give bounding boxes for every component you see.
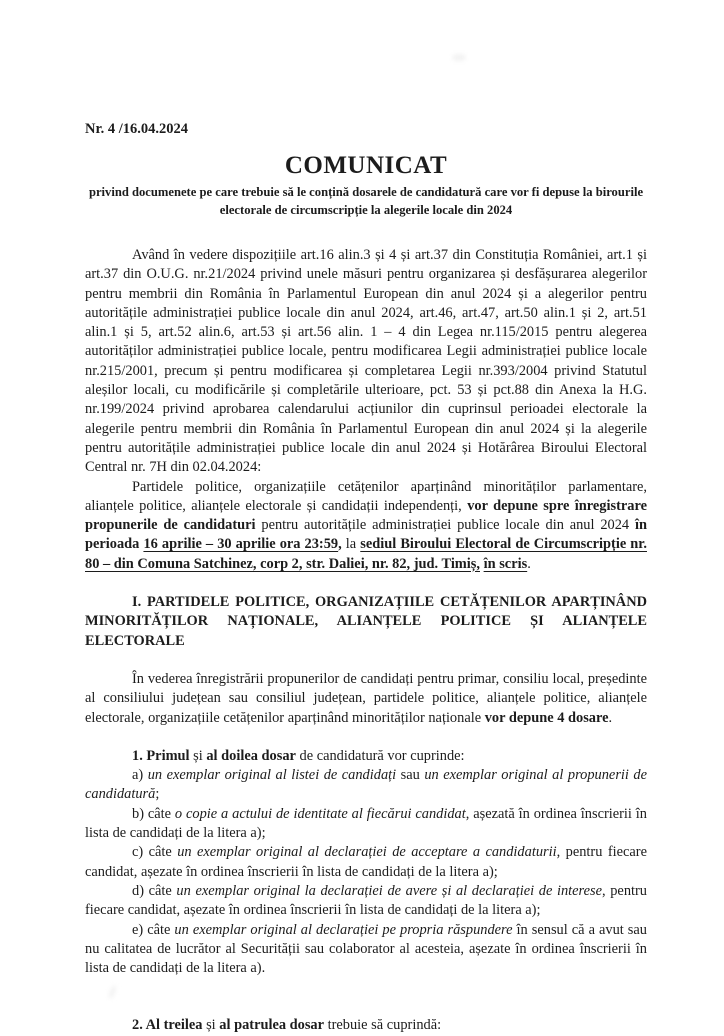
- text-run: ,: [338, 536, 342, 553]
- text-run: al patrulea dosar: [219, 1017, 325, 1034]
- text-run: în scris: [483, 555, 528, 572]
- scan-artifact: [452, 54, 466, 61]
- text-run: b) câte: [132, 805, 175, 822]
- paragraph: [85, 843, 647, 882]
- paragraph: [85, 882, 647, 921]
- reference-number: Nr. 4 /16.04.2024: [85, 121, 188, 137]
- text-run: un exemplar original al listei de candidați: [147, 767, 397, 784]
- text-run: și: [189, 747, 207, 764]
- text-run: .: [527, 555, 531, 572]
- text-run: 2. Al treilea: [132, 1017, 203, 1034]
- text-run: a): [132, 767, 148, 784]
- text-run: în perioada: [85, 517, 647, 553]
- text-run: sau: [396, 767, 425, 784]
- text-run: un exemplar original al declarației pe propria răspundere: [174, 921, 513, 938]
- text-run: trebuie să cuprindă:: [324, 1017, 442, 1034]
- paragraph: [85, 478, 647, 574]
- paragraph: [85, 805, 647, 844]
- document-title: COMUNICAT: [284, 152, 448, 179]
- text-run: În vederea înregistrării propunerilor de candidați pentru primar, consiliu local, președinte al consiliului județean sau consiliul județean, partidele politice, alianțele politice, alianțele electorale, organizațiile cetățenilor aparținând minorităților naționale: [85, 670, 647, 726]
- paragraph: [85, 766, 647, 805]
- paragraph: [85, 921, 647, 979]
- paragraph: [85, 747, 647, 766]
- text-run: d) câte: [132, 882, 177, 899]
- text-run: un exemplar original al propunerii de candidatură: [85, 767, 647, 803]
- text-run: în sensul că a avut sau nu calitatea de lucrător al Securității sau colaborator al acesteia, așezate în ordinea înscrierii în lista de candidați de la litera a).: [85, 921, 647, 977]
- text-run: pentru autoritățile administrației publice locale din anul 2024: [255, 517, 635, 534]
- text-run: și: [202, 1017, 220, 1034]
- text-run: e) câte: [132, 921, 175, 938]
- text-run: o copie a actului de identitate al fiecărui candidat: [174, 805, 466, 822]
- paragraph: [85, 670, 647, 728]
- text-run: I. PARTIDELE POLITICE, ORGANIZAȚIILE CETĂȚENILOR APARȚINÂND MINORITĂȚILOR NAȚIONALE, ALIANȚELE POLITICE ȘI ALIANȚELE ELECTORALE: [85, 594, 647, 649]
- text-run: al doilea dosar: [206, 747, 296, 764]
- text-run: la: [341, 536, 361, 553]
- paragraph: [85, 1016, 647, 1035]
- text-run: , așezată în ordinea înscrierii în lista de candidați de la litera a);: [85, 805, 647, 842]
- text-run: Având în vedere dispozițiile art.16 alin.3 și 4 și art.37 din Constituția României, art.1 și art.37 din O.U.G. nr.21/2024 privind unele măsuri pentru organizarea și desfășurarea alegerilor pentru membrii din România în Parlamentul European din anul 2024 și a alegerilor pentru autoritățile administrației publice locale din anul 2024, art.46, art.47, art.50 alin.1 și 2, art.51 alin.1 și 5, art.52 alin.6, art.53 și art.56 alin. 1 – 4 din Legea nr.115/2015 pentru alegerea autorităților administrației publice locale, pentru modificarea Legii administrației publice locale nr.215/2001, precum și pentru modificarea și completarea Legii nr.393/2004 privind Statutul aleșilor locali, cu modificările și completările ulterioare, pct. 53 și pct.88 din Anexa la H.G. nr.199/2024 privind aprobarea calendarului acțiunilor din cuprinsul perioadei electorale la alegerile pentru membrii din România în Parlamentul European din anul 2024 și la alegerile pentru autoritățile administrației publice locale din anul 2024 și Hotărârea Biroului Electoral Central nr. 7H din 02.04.2024:: [85, 247, 647, 476]
- text-run: 1. Primul: [132, 747, 190, 764]
- text-run: ;: [155, 786, 160, 803]
- text-run: , pentru fiecare candidat, așezate în ordinea înscrierii în lista de candidați de la litera a);: [85, 844, 647, 880]
- text-run: c) câte: [132, 844, 178, 861]
- text-run: .: [608, 709, 613, 726]
- text-run: vor depune spre înregistrare propunerile de candidaturi: [85, 497, 647, 534]
- section-heading: [85, 593, 647, 651]
- document-subtitle: privind documenete pe care trebuie să le conțină dosarele de candidatură care vor fi depuse la birourile electorale de circumscripție la alegerile locale din 2024: [88, 185, 644, 217]
- document-content: [85, 120, 647, 1036]
- text-run: un exemplar original al declarației de acceptare a candidaturii: [177, 844, 557, 861]
- text-run: un exemplar original la declarației de avere și al declarației de interese: [176, 882, 602, 899]
- document-body: [85, 246, 647, 1036]
- text-run: 16 aprilie – 30 aprilie ora 23:59: [143, 536, 339, 553]
- text-run: , pentru fiecare candidat, așezate în ordinea înscrierii în lista de candidați de la litera a);: [85, 882, 647, 919]
- paragraph: [85, 246, 647, 478]
- text-run: sediul Biroului Electoral de Circumscripție nr. 80 – din Comuna Satchinez, corp 2, str. Daliei, nr. 82, jud. Timiș,: [85, 536, 647, 572]
- text-run: de candidatură vor cuprinde:: [295, 747, 465, 764]
- text-run: Partidele politice, organizațiile cetățenilor aparținând minorităților parlamentare, alianțele politice, alianțele electorale și candidații independenți,: [85, 478, 647, 514]
- text-run: vor depune 4 dosare: [484, 709, 609, 726]
